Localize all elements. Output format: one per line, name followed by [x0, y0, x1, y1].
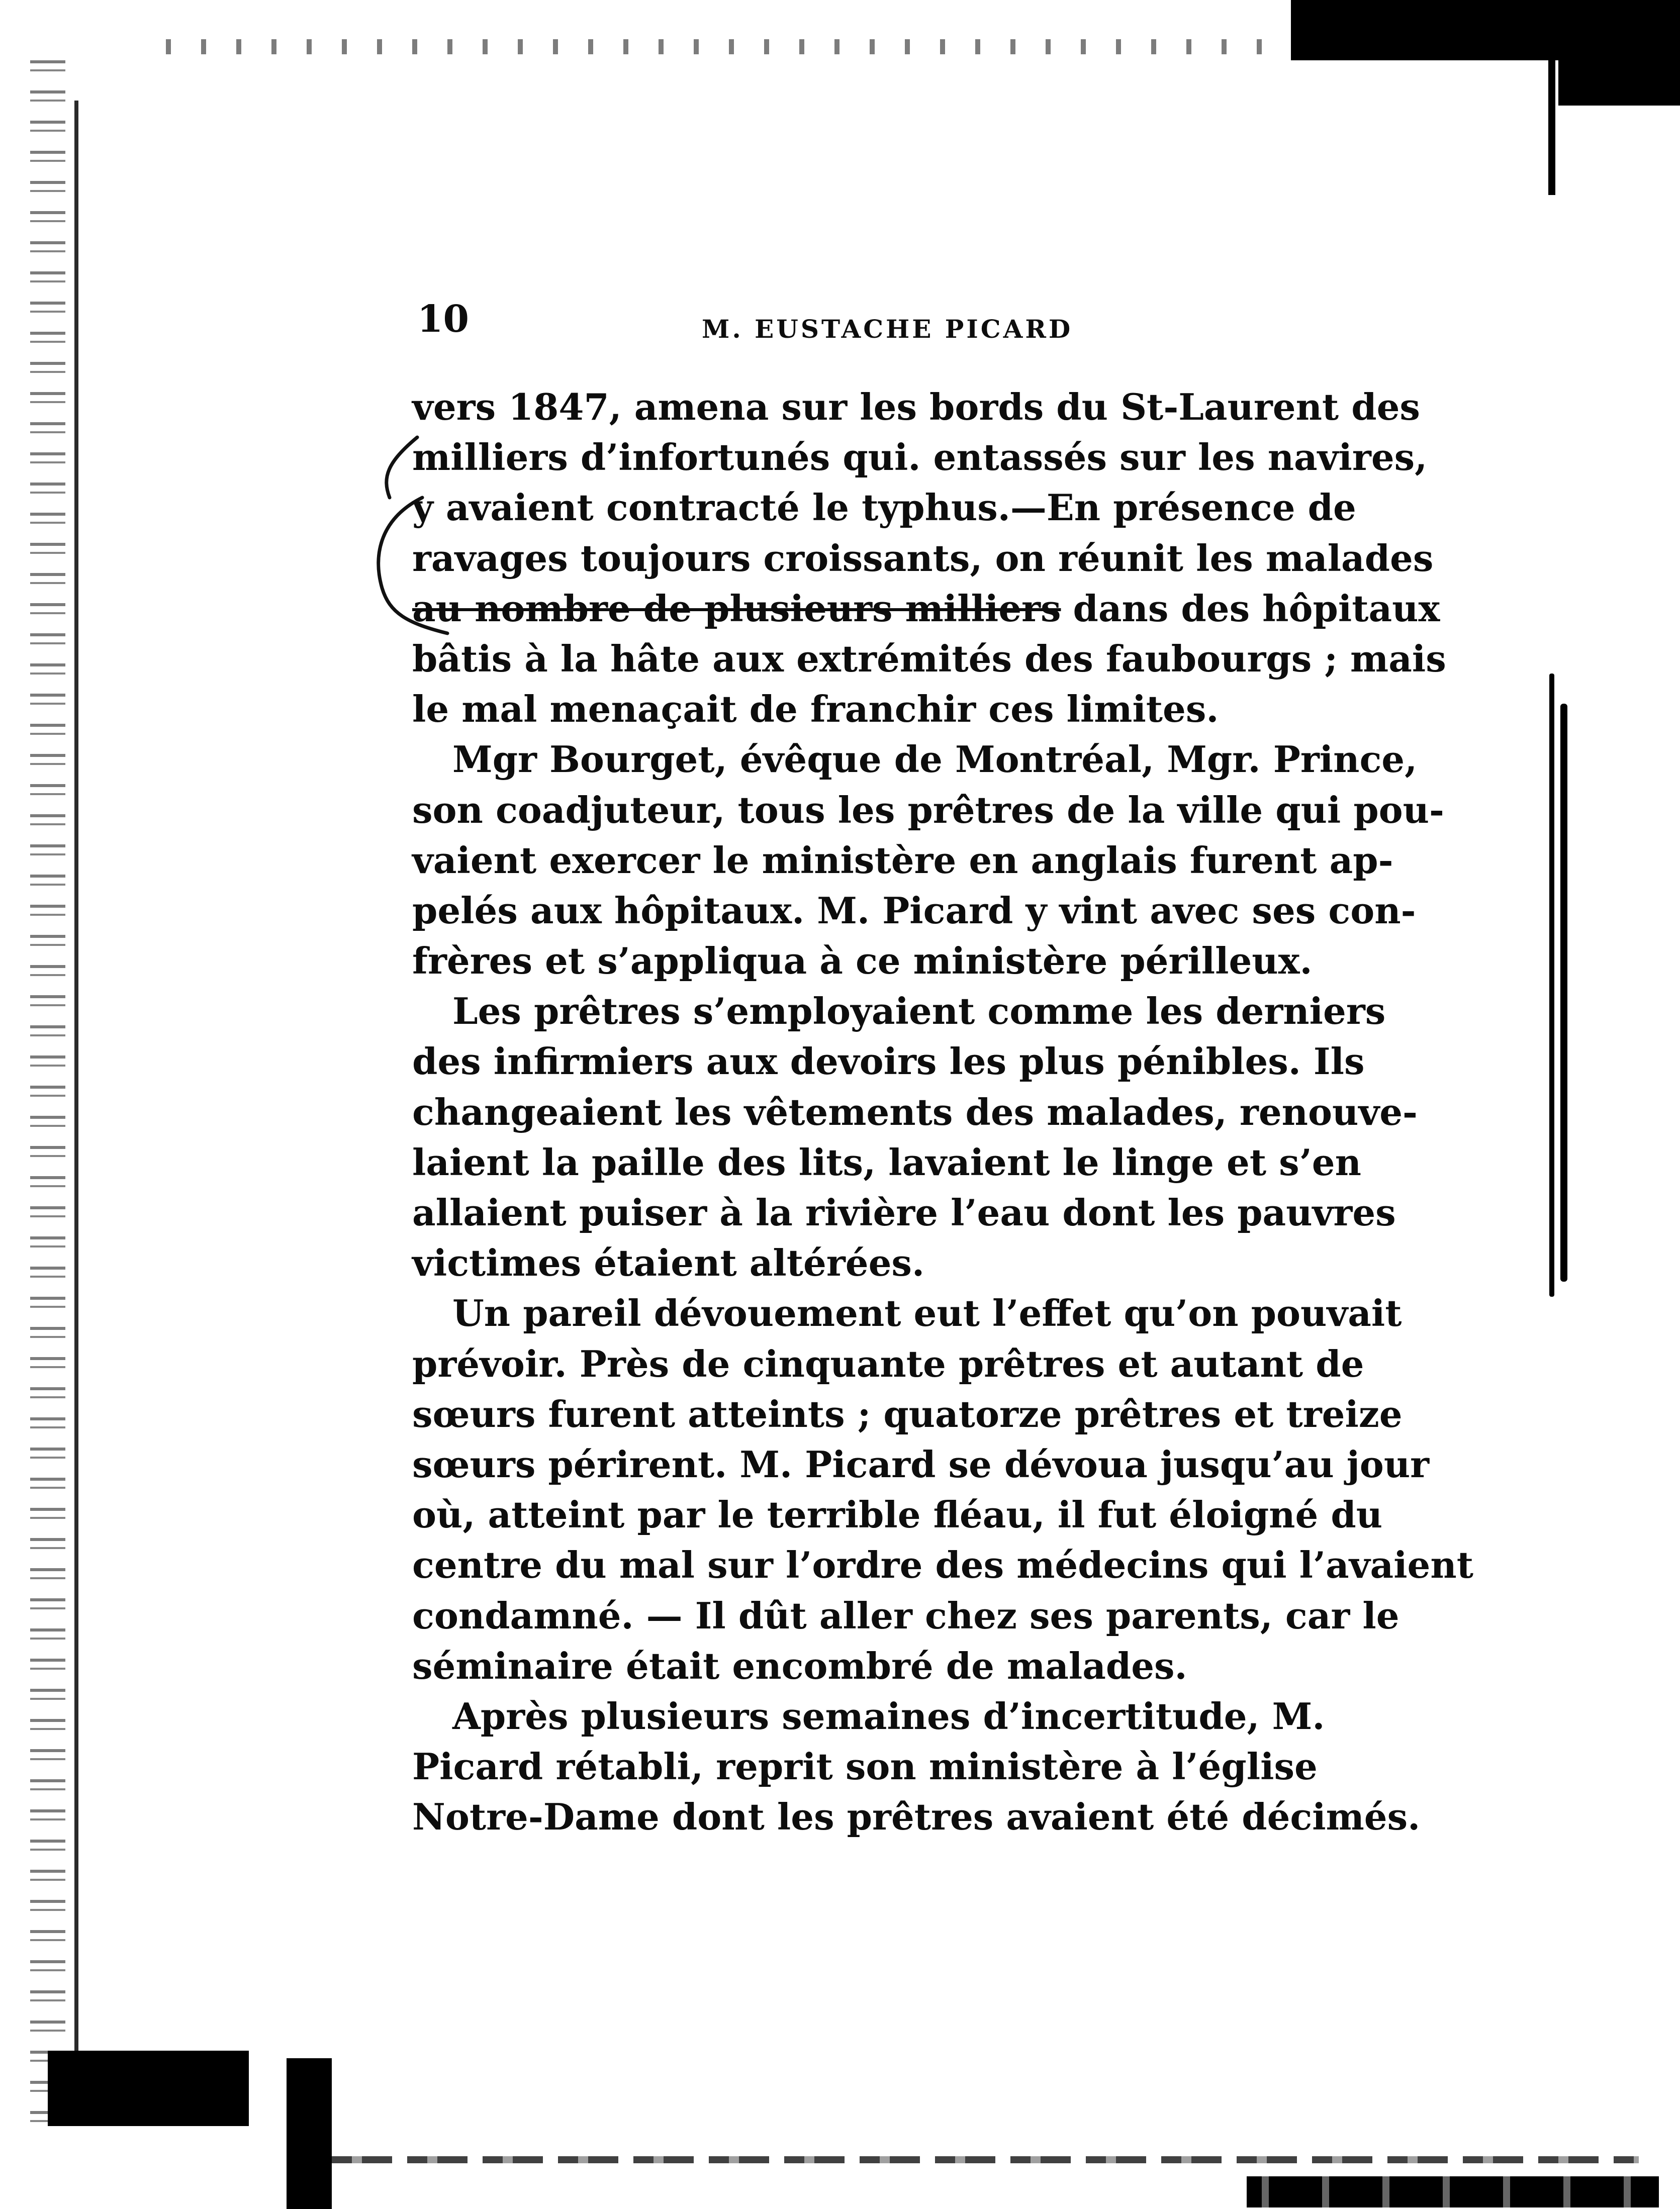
paragraph — [412, 1288, 1473, 1691]
text-line: son coadjuteur, tous les prêtres de la ville qui pou- — [412, 788, 1444, 831]
text-line: des infirmiers aux devoirs les plus pénibles. Ils — [412, 1040, 1365, 1083]
text-line: centre du mal sur l’ordre des médecins qui l’avaient — [412, 1544, 1473, 1587]
scan-corner-stem — [1548, 59, 1555, 195]
text-line: sœurs périrent. M. Picard se dévoua jusqu’au jour — [412, 1443, 1430, 1486]
text-line: vaient exercer le ministère en anglais furent ap- — [412, 838, 1393, 882]
scan-edge-left — [30, 60, 65, 2131]
text-line: prévoir. Près de cinquante prêtres et autant de — [412, 1342, 1364, 1385]
scan-corner-bottom-right — [1247, 2176, 1659, 2207]
text-line: où, atteint par le terrible fléau, il fut éloigné du — [412, 1493, 1383, 1536]
text-line: bâtis à la hâte aux extrémités des faubourgs ; mais — [412, 637, 1446, 680]
scan-right-mark-2 — [1560, 704, 1567, 1282]
text-line: laient la paille des lits, lavaient le linge et s’en — [412, 1140, 1361, 1184]
scan-bottom-left-block — [287, 2058, 332, 2209]
text-line: milliers d’infortunés qui. entassés sur les navires, — [412, 436, 1428, 479]
text-line: y avaient contracté le typhus.—En présence de — [412, 486, 1356, 529]
text-line: ravages toujours croissants, on réunit les malades — [412, 536, 1434, 580]
text-line: victimes étaient altérées. — [412, 1241, 925, 1285]
text-line: le mal menaçait de franchir ces limites. — [412, 688, 1219, 731]
text-line-with-strike — [412, 584, 1440, 634]
paragraph — [412, 734, 1444, 986]
paragraph — [412, 986, 1418, 1288]
scan-corner-block — [1558, 0, 1680, 106]
scan-margin-line — [74, 101, 78, 2086]
text-line: Un pareil dévouement eut l’effet qu’on pouvait — [452, 1292, 1402, 1335]
text-line: vers 1847, amena sur les bords du St-Laurent des — [412, 386, 1420, 428]
scan-right-mark — [1549, 674, 1554, 1297]
text-line: Les prêtres s’employaient comme les derniers — [452, 990, 1386, 1033]
scan-bottom-edge — [332, 2156, 1639, 2163]
text-line: pelés aux hôpitaux. M. Picard y vint avec ses con- — [412, 889, 1416, 932]
body-text — [412, 382, 1473, 1842]
text-line: changeaient les vêtements des malades, renouve- — [412, 1090, 1418, 1133]
text-fragment: dans des hôpitaux — [1073, 587, 1440, 630]
running-head: M. EUSTACHE PICARD — [702, 314, 1073, 344]
text-line: condamné. — Il dût aller chez ses parents, car le — [412, 1594, 1399, 1637]
text-line: Notre-Dame dont les prêtres avaient été décimés. — [412, 1795, 1421, 1839]
struck-text: au nombre de plusieurs milliers — [412, 587, 1061, 630]
text-line: allaient puiser à la rivière l’eau dont les pauvres — [412, 1191, 1396, 1234]
text-line: Mgr Bourget, évêque de Montréal, Mgr. Prince, — [452, 738, 1418, 781]
page-number: 10 — [417, 298, 469, 341]
scan-top-noise — [166, 39, 1322, 54]
text-line: Après plusieurs semaines d’incertitude, M. — [452, 1694, 1325, 1738]
paragraph — [412, 1691, 1421, 1843]
text-line: frères et s’appliqua à ce ministère périlleux. — [412, 939, 1313, 983]
scan-corner-bottom-left — [48, 2051, 249, 2126]
paragraph — [412, 382, 1446, 734]
text-line: sœurs furent atteints ; quatorze prêtres et treize — [412, 1392, 1403, 1435]
text-line: séminaire était encombré de malades. — [412, 1644, 1187, 1687]
text-line: Picard rétabli, reprit son ministère à l’église — [412, 1745, 1318, 1788]
